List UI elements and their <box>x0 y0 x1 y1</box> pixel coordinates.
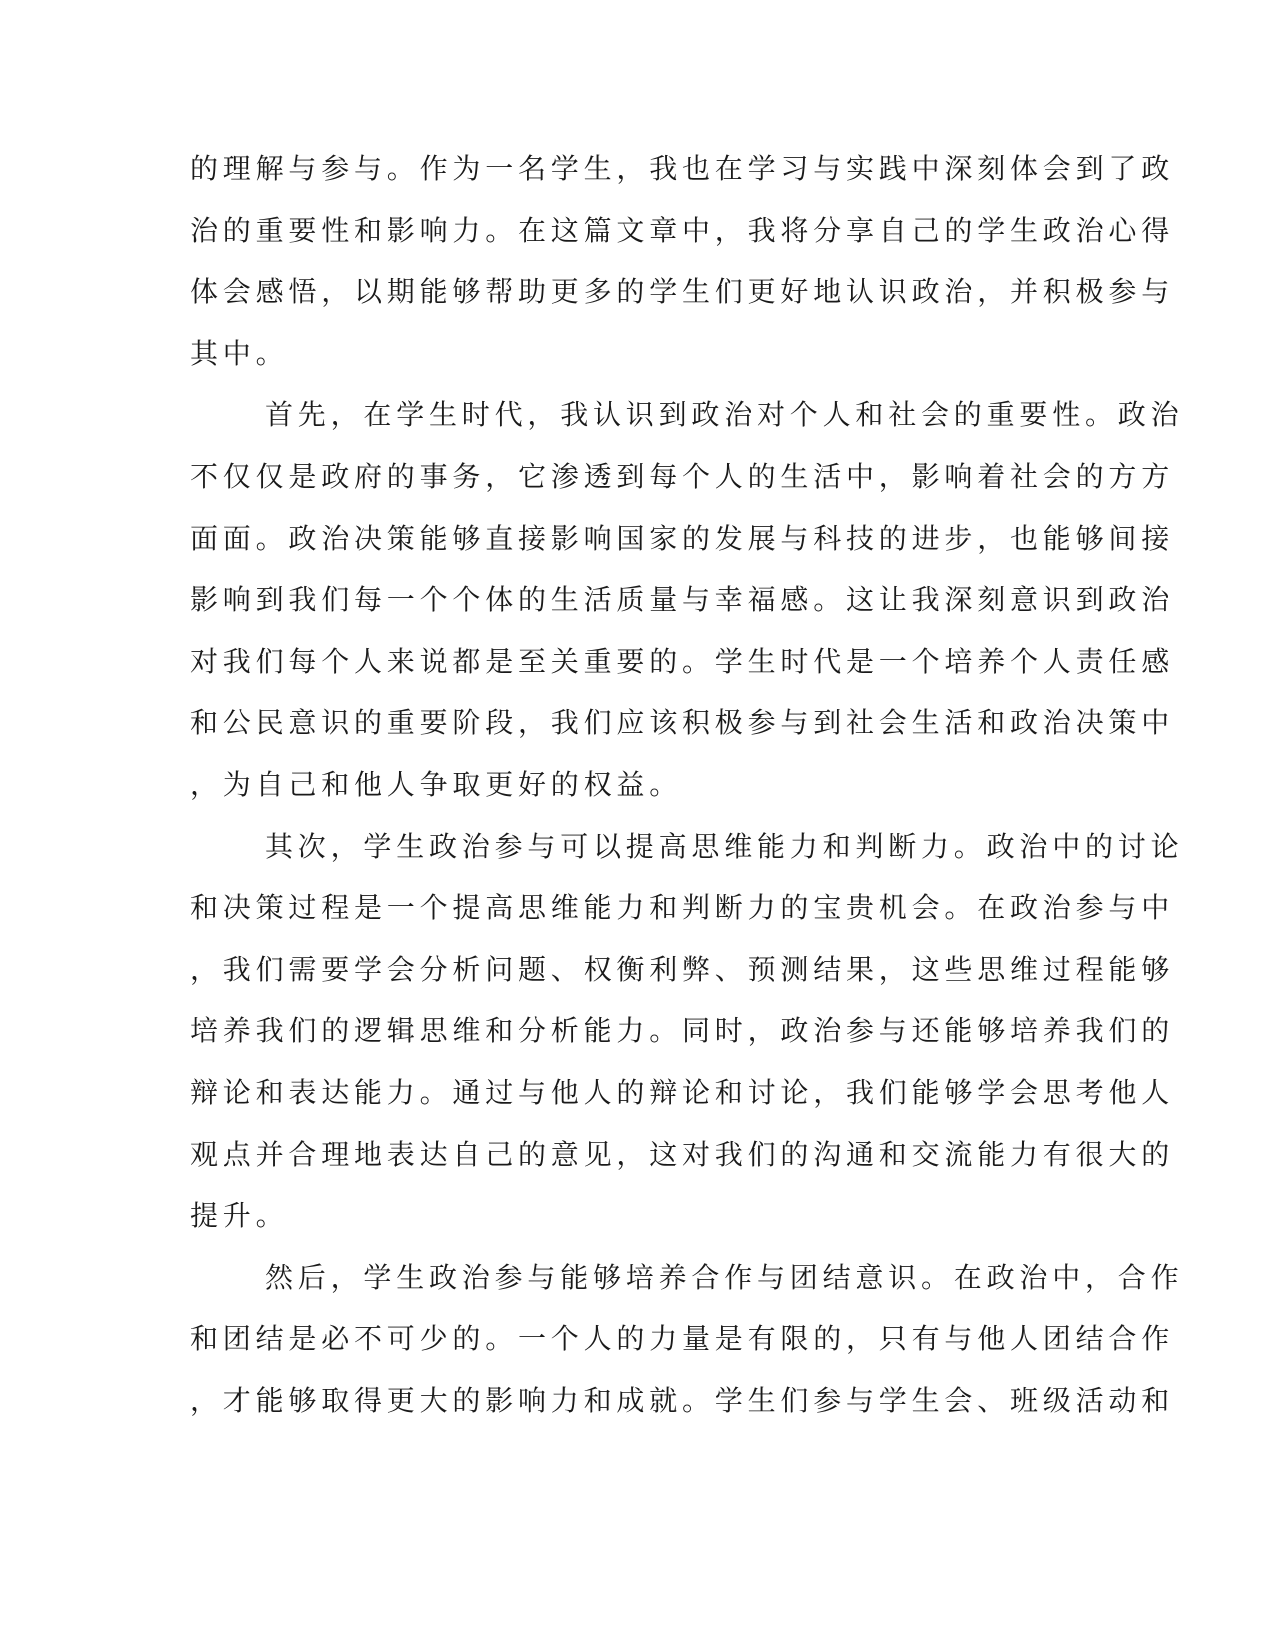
text-line: 面面。政治决策能够直接影响国家的发展与科技的进步，也能够间接 <box>190 521 1175 555</box>
text-line: ，才能够取得更大的影响力和成就。学生们参与学生会、班级活动和 <box>190 1383 1175 1417</box>
text-line: ，为自己和他人争取更好的权益。 <box>190 767 683 801</box>
body-text <box>190 138 1184 1431</box>
text-line: 和决策过程是一个提高思维能力和判断力的宝贵机会。在政治参与中 <box>190 891 1175 925</box>
text-line: 体会感悟，以期能够帮助更多的学生们更好地认识政治，并积极参与 <box>190 275 1175 309</box>
text-line: 辩论和表达能力。通过与他人的辩论和讨论，我们能够学会思考他人 <box>190 1075 1175 1109</box>
text-line: 治的重要性和影响力。在这篇文章中，我将分享自己的学生政治心得 <box>190 213 1175 247</box>
paragraph-start-line: 然后，学生政治参与能够培养合作与团结意识。在政治中，合作 <box>265 1260 1184 1294</box>
text-line: 和公民意识的重要阶段，我们应该积极参与到社会生活和政治决策中 <box>190 706 1175 740</box>
text-line: ，我们需要学会分析问题、权衡利弊、预测结果，这些思维过程能够 <box>190 952 1175 986</box>
text-line: 培养我们的逻辑思维和分析能力。同时，政治参与还能够培养我们的 <box>190 1014 1175 1048</box>
text-line: 提升。 <box>190 1199 289 1233</box>
text-line: 和团结是必不可少的。一个人的力量是有限的，只有与他人团结合作 <box>190 1322 1175 1356</box>
text-line: 对我们每个人来说都是至关重要的。学生时代是一个培养个人责任感 <box>190 644 1175 678</box>
text-line: 不仅仅是政府的事务，它渗透到每个人的生活中，影响着社会的方方 <box>190 459 1175 493</box>
text-line: 其中。 <box>190 336 289 370</box>
text-line: 影响到我们每一个个体的生活质量与幸福感。这让我深刻意识到政治 <box>190 583 1175 617</box>
text-line: 观点并合理地表达自己的意见，这对我们的沟通和交流能力有很大的 <box>190 1137 1175 1171</box>
paragraph-start-line: 首先，在学生时代，我认识到政治对个人和社会的重要性。政治 <box>265 398 1184 432</box>
text-line: 的理解与参与。作为一名学生，我也在学习与实践中深刻体会到了政 <box>190 152 1175 185</box>
paragraph-start-line: 其次，学生政治参与可以提高思维能力和判断力。政治中的讨论 <box>265 829 1184 863</box>
